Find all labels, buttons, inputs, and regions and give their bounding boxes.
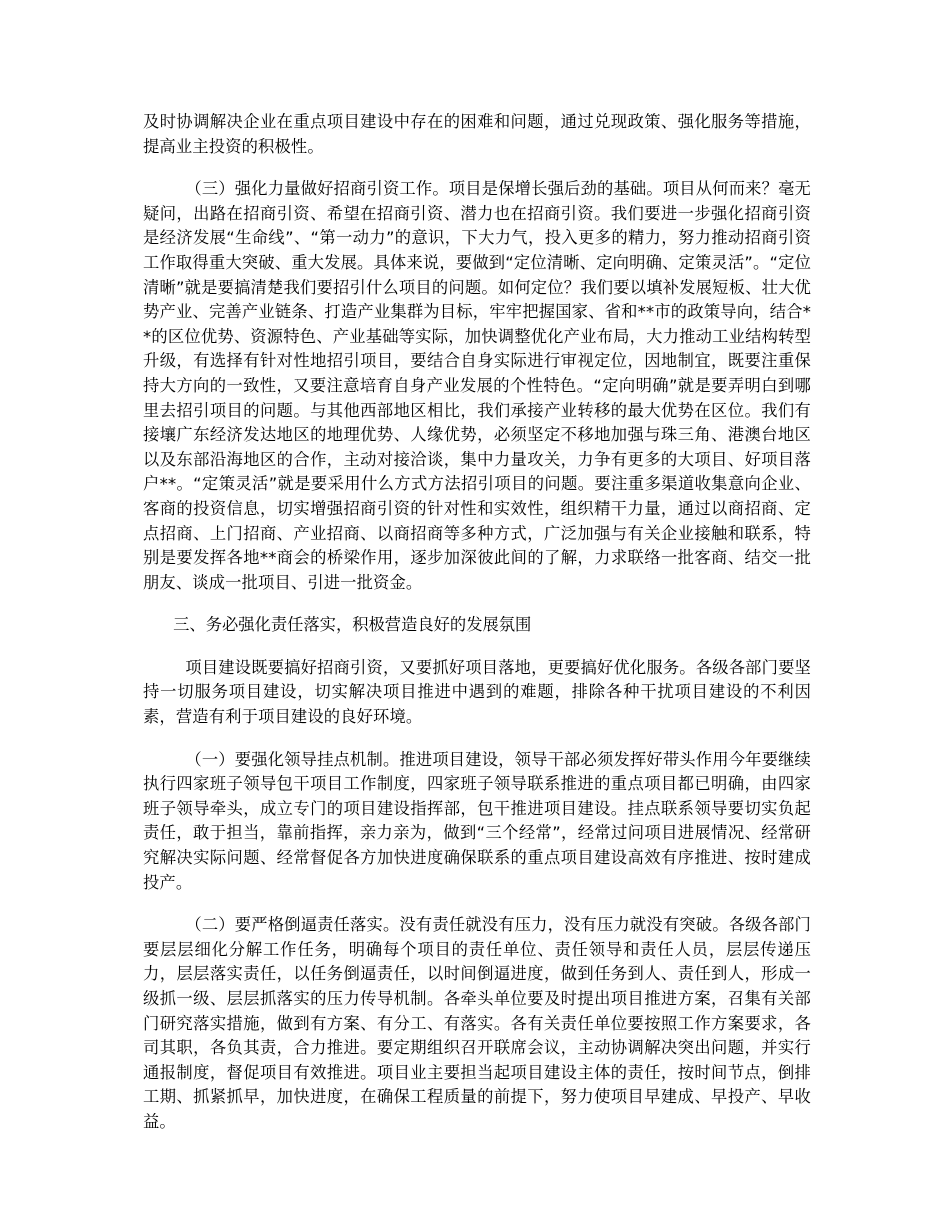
paragraph-leadership-mechanism: （一）要强化领导挂点机制。推进项目建设，领导干部必须发挥好带头作用今年要继续执行四家班子领导包干项目工作制度，四家班子领导联系推进的重点项目都已明确，由四家班子领导牵头，成立专门的项目建设指挥部，包干推进项目建设。挂点联系领导要切实负起责任，敢于担当，靠前指挥，亲力亲为，做到“三个经常”，经常过问项目进展情况、经常研究解决实际问题、经常督促各方加快进度确保联系的重点项目建设高效有序推进、按时建成投产。 [143,749,811,892]
paragraph-section-intro: 项目建设既要搞好招商引资，又要抓好项目落地，更要搞好优化服务。各级各部门要坚持一切服务项目建设，切实解决项目推进中遇到的难题，排除各种干扰项目建设的不利因素，营造有利于项目建设的良好环境。 [143,657,811,727]
paragraph-continued: 及时协调解决企业在重点项目建设中存在的困难和问题，通过兑现政策、强化服务等措施，提高业主投资的积极性。 [143,112,811,156]
section-heading: 三、务必强化责任落实，积极营造良好的发展氛围 [173,615,532,635]
paragraph-investment-promotion: （三）强化力量做好招商引资工作。项目是保增长强后劲的基础。项目从何而来？毫无疑问，出路在招商引资、希望在招商引资、潜力也在招商引资。我们要进一步强化招商引资是经济发展“生命线”、“第一动力”的意识，下大力气，投入更多的精力，努力推动招商引资工作取得重大突破、重大发展。具体来说，要做到“定位清晰、定向明确、定策灵活”。“定位清晰”就是要搞清楚我们要招引什么项目的问题。如何定位？我们要以填补发展短板、壮大优势产业、完善产业链条、打造产业集群为目标，牢牢把握国家、省和**市的政策导向，结合**的区位优势、资源特色、产业基础等实际，加快调整优化产业布局，大力推动工业结构转型升级，有选择有针对性地招引项目，要结合自身实际进行审视定位，因地制宜，既要注重保持大方向的一致性，又要注意培育自身产业发展的个性特色。“定向明确”就是要弄明白到哪里去招引项目的问题。与其他西部地区相比，我们承接产业转移的最大优势在区位。我们有接壤广东经济发达地区的地理优势、人缘优势，必须坚定不移地加强与珠三角、港澳台地区以及东部沿海地区的合作，主动对接洽谈，集中力量攻关，力争有更多的大项目、好项目落户**。“定策灵活”就是要采用什么方式方法招引项目的问题。要注重多渠道收集意向企业、客商的投资信息，切实增强招商引资的针对性和实效性，组织精干力量，通过以商招商、定点招商、上门招商、产业招商、以商招商等多种方式，广泛加强与有关企业接触和联系，特别是要发挥各地**商会的桥梁作用，逐步加深彼此间的了解，力求联络一批客商、结交一批朋友、谈成一批项目、引进一批资金。 [143,179,811,592]
paragraph-responsibility: （二）要严格倒逼责任落实。没有责任就没有压力，没有压力就没有突破。各级各部门要层层细化分解工作任务，明确每个项目的责任单位、责任领导和责任人员，层层传递压力，层层落实责任，以任务倒逼责任，以时间倒逼进度，做到任务到人、责任到人，形成一级抓一级、层层抓落实的压力传导机制。各牵头单位要及时提出项目推进方案，召集有关部门研究落实措施，做到有方案、有分工、有落实。各有关责任单位要按照工作方案要求，各司其职，各负其责，合力推进。要定期组织召开联席会议，主动协调解决突出问题，并实行通报制度，督促项目有效推进。项目业主要担当起项目建设主体的责任，按时间节点，倒排工期、抓紧抓早，加快进度，在确保工程质量的前提下，努力使项目早建成、早投产、早收益。 [143,915,811,1131]
document-page [143,110,811,1153]
